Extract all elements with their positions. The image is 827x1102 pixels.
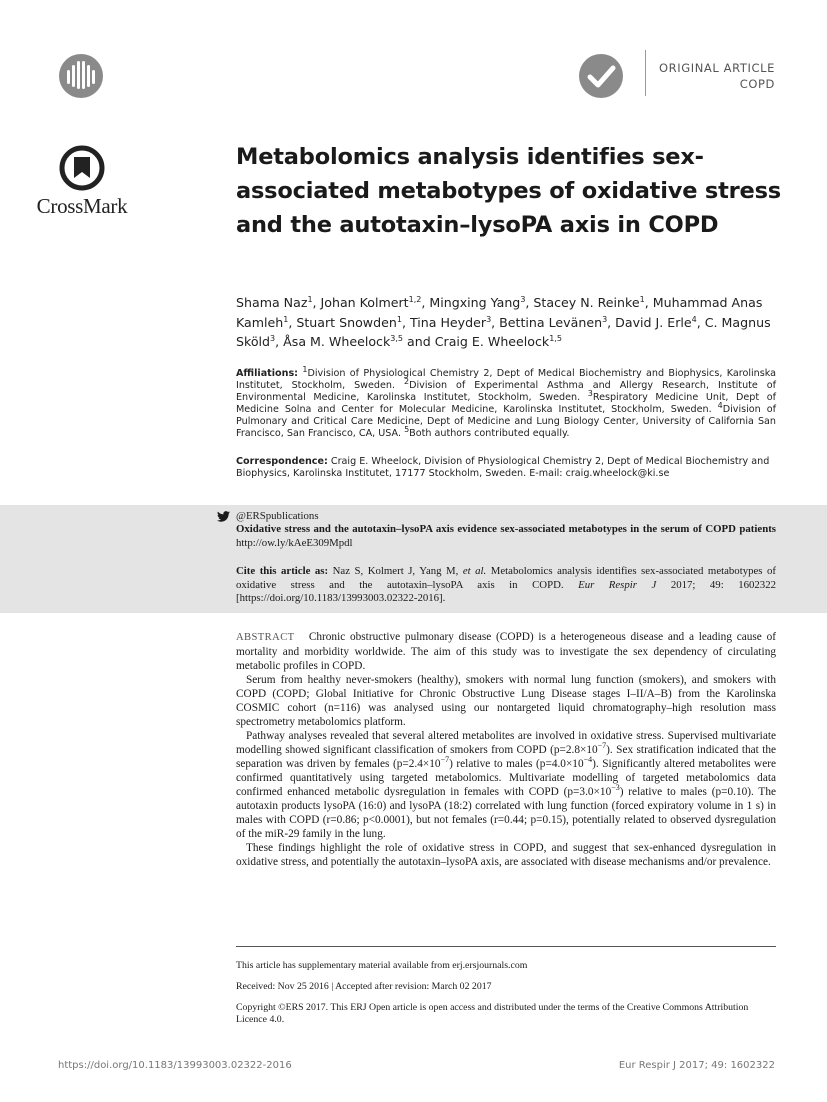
abstract-paragraph: Pathway analyses revealed that several altered metabolites are involved in oxidative stress. Supervised multivariate modelling showed significant classification of smokers from COPD $(p=2.8\times 10^{-7})$. Sex stratification indicated that the separation was driven by females $(p=2.4\times 10^{-7})$ relative to males $(p=4.0\times 10^{-4})$. Significantly altered metabolites were confirmed quantitatively using targeted metabolomics. Multivariate modelling of targeted metabolomics data confirmed enhanced metabolic dysregulation in females with COPD $(p=3.0\times 10^{-3})$ relative to males (p=0.10). The autotaxin products lysoPA (16:0) and lysoPA (18:2) correlated with lung function (forced expiratory volume in 1 s) in males with COPD (r=0.86; p<0.0001), but not females (r=0.44; p=0.15), potentially related to observed dysregulation of the miR-29 family in the lung. — [236, 730, 777, 840]
author-separator: and — [403, 334, 435, 349]
crossmark-badge[interactable] — [32, 145, 132, 219]
author-separator: , — [696, 314, 705, 330]
correspondence — [236, 456, 776, 480]
affiliations-text — [236, 364, 776, 439]
article-type-label: ORIGINAL ARTICLE — [658, 61, 775, 75]
affiliations — [236, 364, 776, 440]
abstract-heading: ABSTRACT — [236, 632, 295, 643]
affiliation-number: 5 — [404, 424, 410, 434]
supplementary-note: This article has supplementary material available from erj.ersjournals.com — [236, 960, 528, 971]
abstract-paragraph: These findings highlight the role of oxidative stress in COPD, and suggest that sex-enhanced dysregulation in oxidative stress, and potentially the autotaxin–lysoPA axis, are associated with disease mechanisms and/or prevalence. — [236, 842, 776, 868]
footnote-rule — [236, 946, 776, 947]
author-affiliation-mark: 3 — [270, 333, 276, 343]
author-separator: , — [491, 314, 500, 330]
author-name: Johan Kolmert — [320, 295, 409, 310]
ers-logo-icon — [58, 53, 104, 99]
author-name: David J. Erle — [615, 314, 692, 330]
correspondence-text: Craig E. Wheelock, Division of Physiological Chemistry 2, Dept of Medical Biochemistry and Biophysics, Karolinska Institutet, 17177 Stockholm, Sweden. E-mail: craig.wheelock@ki.se — [236, 456, 770, 479]
twitter-handle[interactable]: @ERSpublications — [236, 510, 319, 522]
cite-details[interactable]: 2017; 49: 1602322 [https://doi.org/10.1183/13993003.02322-2016]. — [236, 578, 777, 604]
author-name: Shama Naz — [236, 295, 308, 310]
cite-authors: Naz S, Kolmert J, Yang M, — [332, 565, 459, 577]
abstract — [236, 630, 776, 869]
affiliation-number: 4 — [717, 400, 723, 410]
article-title: Metabolomics analysis identifies sex-associated metabotypes of oxidative stress and the autotaxin–lysoPA axis in COPD — [236, 144, 782, 238]
author-list — [236, 293, 781, 352]
crossmark-label: CrossMark — [36, 194, 128, 218]
author-name: Stuart Snowden — [296, 314, 397, 330]
author-name: Åsa M. Wheelock — [283, 334, 391, 349]
cite-label: Cite this article as: — [236, 565, 329, 577]
crossmark-icon — [59, 145, 105, 191]
abstract-paragraph: ABSTRACT Chronic obstructive pulmonary disease (COPD) is a heterogeneous disease and a leading cause of mortality and morbidity worldwide. The aim of this study was to investigate the sex dependency of circulating metabolic profiles in COPD. — [236, 631, 776, 672]
author-name: Stacey N. Reinke — [533, 295, 640, 310]
received-dates: Received: Nov 25 2016 | Accepted after revision: March 02 2017 — [236, 981, 492, 992]
author-separator: , — [288, 314, 297, 330]
affiliation-number: 3 — [587, 388, 593, 398]
author-affiliation-mark: 1 — [396, 314, 402, 324]
author-affiliation-mark: 1,5 — [549, 333, 562, 343]
tweet-text — [236, 523, 776, 550]
correspondence-label: Correspondence: — [236, 456, 328, 467]
author-affiliation-mark: 3 — [602, 314, 608, 324]
author-affiliation-mark: 1 — [639, 294, 645, 304]
affiliations-label: Affiliations: — [236, 368, 299, 379]
tweet-link[interactable]: http://ow.ly/kAeE309Mpdl — [236, 536, 353, 549]
twitter-icon[interactable] — [217, 511, 230, 522]
author-separator: , — [421, 295, 430, 310]
author-name: Muhammad Anas Kamleh — [236, 295, 763, 330]
author-affiliation-mark: 3 — [520, 294, 526, 304]
abstract-paragraph: Serum from healthy never-smokers (healthy), smokers with normal lung function (smokers), and smokers with COPD (COPD; Global Initiative for Chronic Obstructive Lung Disease stages I–II/A–B) from the Karolinska COSMIC cohort (n=116) was analysed using our nontargeted liquid chromatography–high resolution mass spectrometry metabolomics platform. — [236, 674, 776, 728]
author-separator: , — [275, 334, 284, 349]
author-name: Tina Heyder — [409, 314, 487, 330]
affiliation-text: Both authors contributed equally. — [409, 428, 570, 439]
author-separator: , — [607, 314, 616, 330]
affiliation-text: Division of Pulmonary and Critical Care Medicine, Dept of Medicine and Lung Biology Center, University of California San Francisco, San Francisco, CA, USA. — [236, 404, 776, 439]
checkmark-icon — [578, 53, 624, 99]
author-name: Bettina Levänen — [499, 314, 603, 330]
footer-citation: Eur Respir J 2017; 49: 1602322 — [618, 1060, 775, 1071]
cite-journal: Eur Respir J — [578, 578, 657, 591]
header-divider — [645, 50, 646, 96]
author-affiliation-mark: 1 — [283, 314, 289, 324]
author-separator: , — [312, 295, 321, 310]
author-separator: , — [644, 295, 653, 310]
author-affiliation-mark: 1,2 — [408, 294, 422, 304]
affiliation-text: Division of Physiological Chemistry 2, Dept of Medical Biochemistry and Biophysics, Karolinska Institutet, Stockholm, Sweden. — [236, 368, 776, 391]
author-affiliation-mark: 3,5 — [390, 333, 404, 343]
copyright-note: Copyright ©ERS 2017. This ERJ Open article is open access and distributed under the terms of the Creative Commons Attribution Licence 4.0. — [236, 1002, 749, 1025]
affiliation-number: 2 — [404, 376, 410, 386]
article-type — [659, 60, 775, 92]
cite-title: Metabolomics analysis identifies sex-associated metabotypes of oxidative stress and the autotaxin–lysoPA axis in COPD. — [236, 565, 776, 591]
article-notes — [236, 960, 776, 1035]
affiliation-text: Respiratory Medicine Unit, Dept of Medicine Solna and Center for Molecular Medicine, Karolinska Institutet, Stockholm, Sweden. — [236, 392, 776, 415]
author-affiliation-mark: 1 — [307, 294, 313, 304]
citation-box — [236, 565, 776, 606]
author-affiliation-mark: 4 — [691, 314, 697, 324]
author-name: Craig E. Wheelock — [434, 334, 550, 349]
author-name: C. Magnus Sköld — [236, 314, 771, 349]
author-separator: , — [525, 295, 534, 310]
author-name: Mingxing Yang — [429, 295, 521, 310]
author-affiliation-mark: 3 — [486, 314, 492, 324]
footer-doi[interactable]: https://doi.org/10.1183/13993003.02322-2016 — [58, 1060, 292, 1071]
author-separator: , — [401, 314, 410, 330]
affiliation-number: 1 — [302, 364, 308, 374]
cite-etal: et al. — [462, 565, 487, 577]
article-subject: COPD — [739, 77, 775, 91]
tweet-body: Oxidative stress and the autotaxin–lysoPA axis evidence sex-associated metabotypes in the serum of COPD patients — [236, 523, 776, 535]
affiliation-text: Division of Experimental Asthma and Allergy Research, Institute of Environmental Medicine, Karolinska Institutet, Stockholm, Sweden. — [236, 380, 776, 403]
